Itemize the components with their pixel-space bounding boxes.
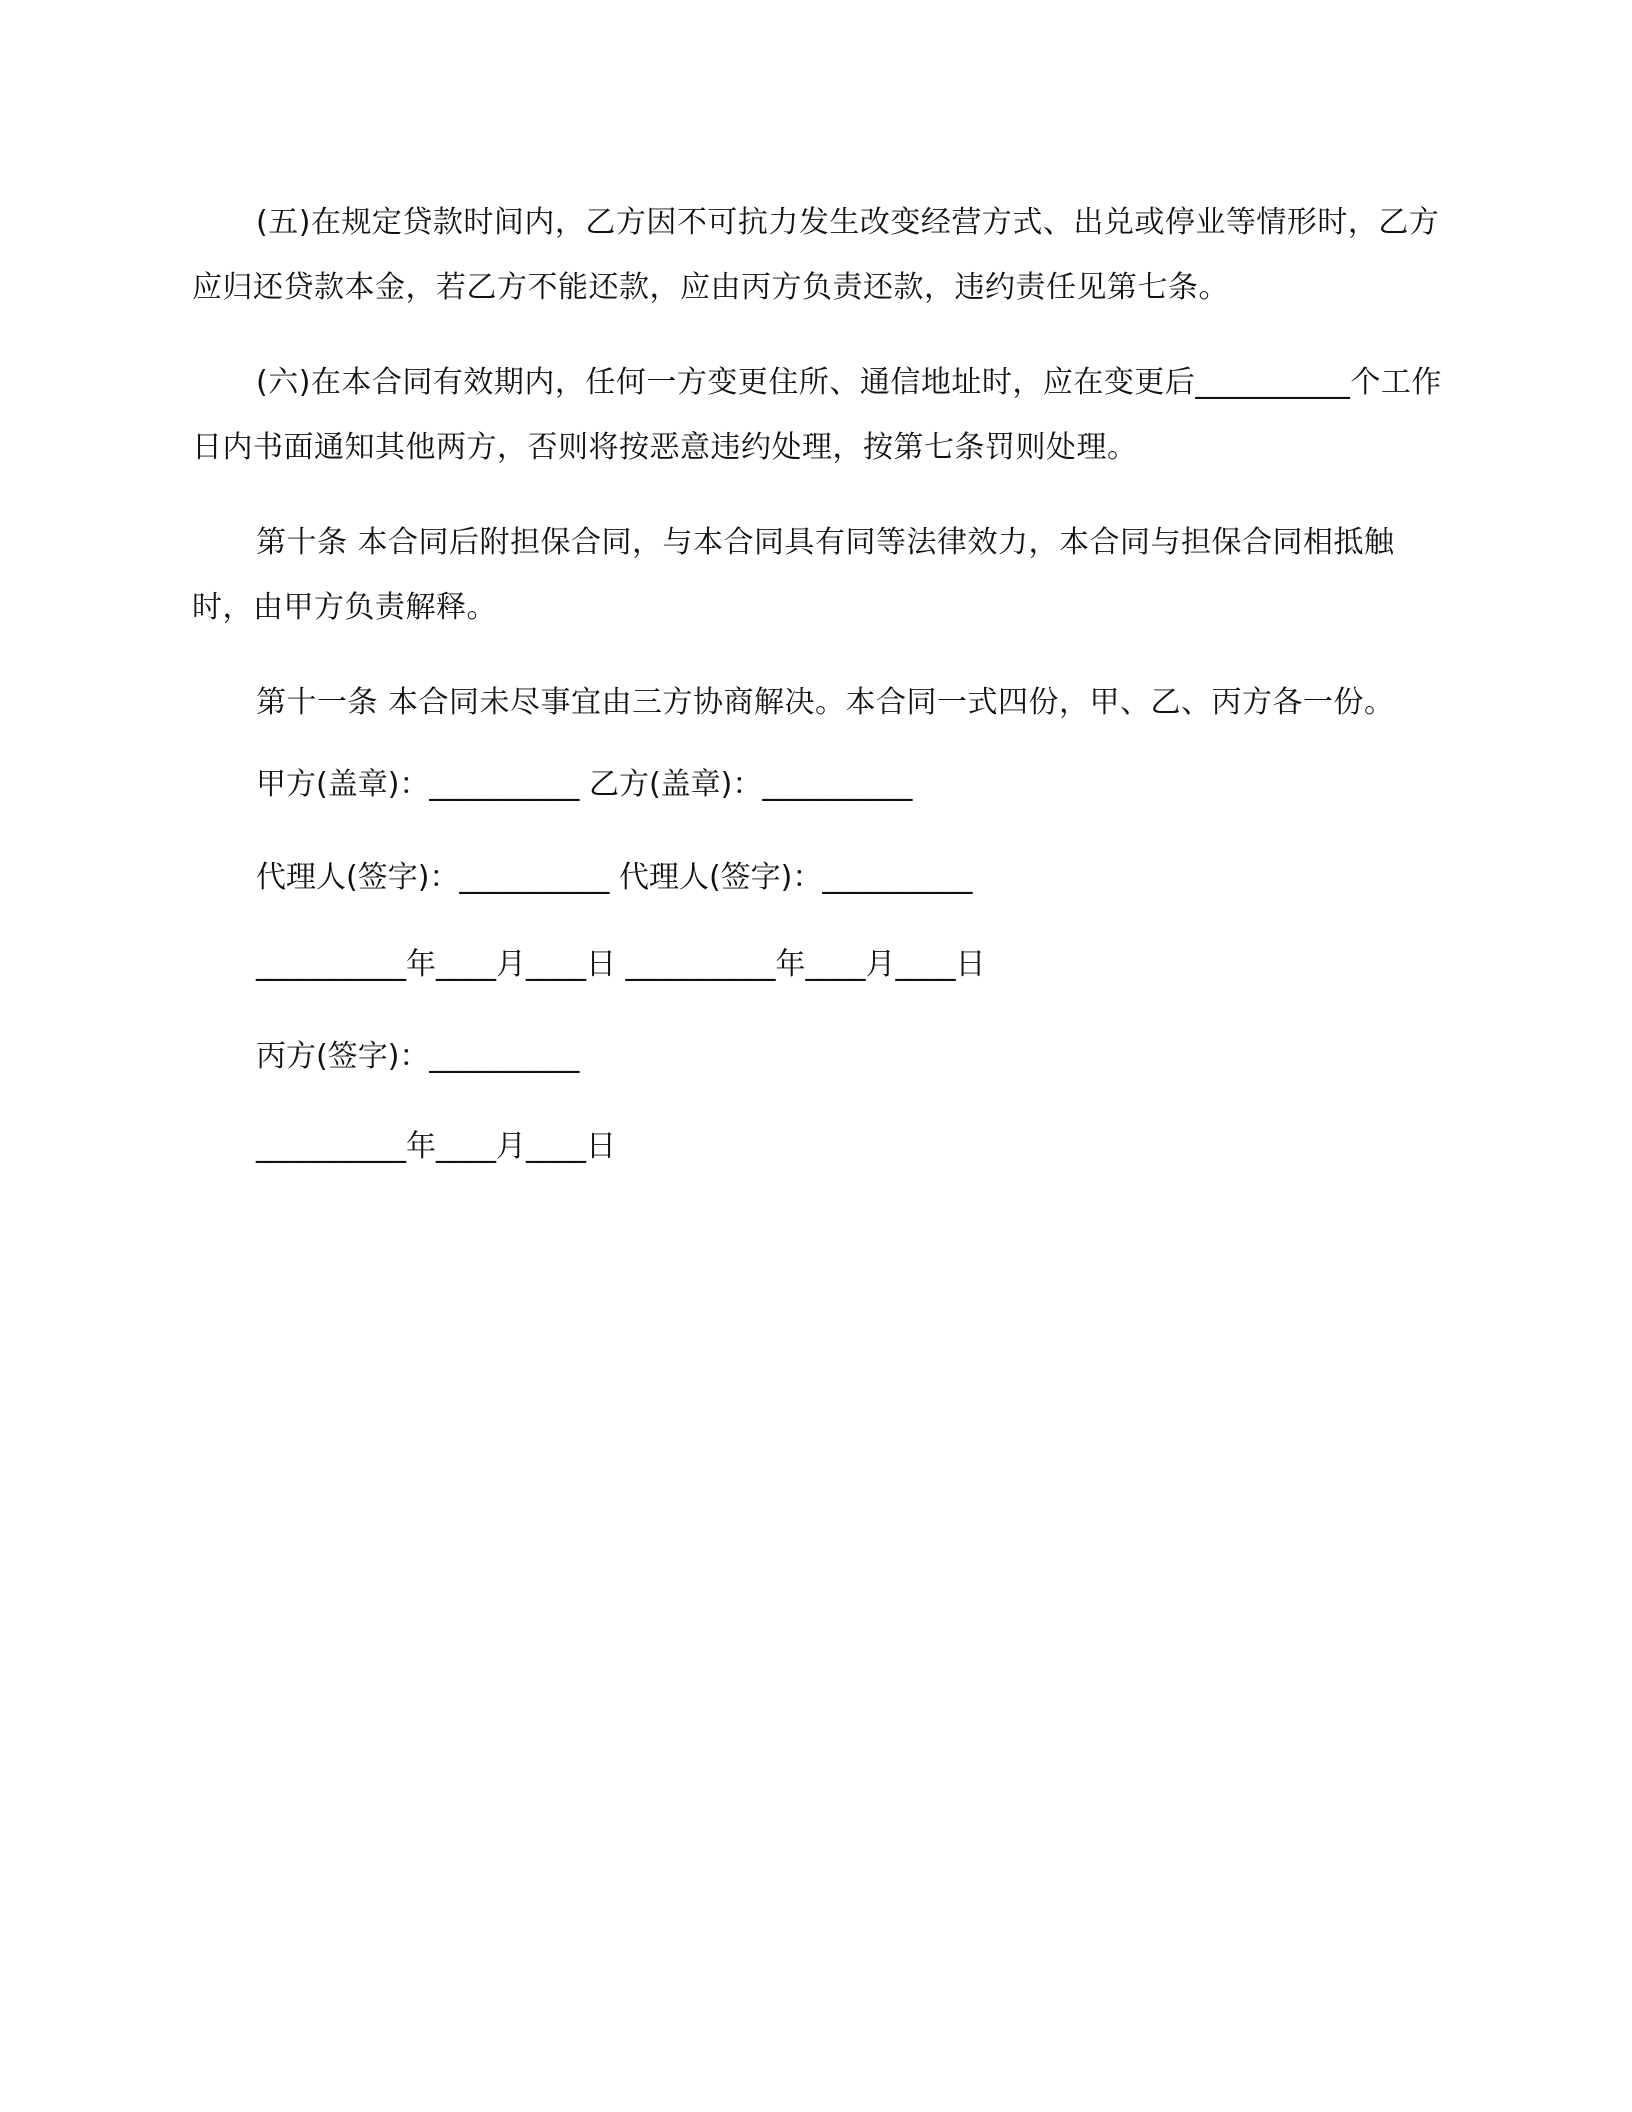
party-ab-seal-line: 甲方(盖章)：__________ 乙方(盖章)：__________ (256, 767, 913, 802)
date-line-ab: __________年____月____日 __________年____月____日 (256, 947, 986, 982)
clause-paragraph-6: (六)在本合同有效期内，任何一方变更住所、通信地址时，应在变更后__________个工作日内书面通知其他两方，否则将按恶意违约处理，按第七条罚则处理。 (192, 365, 1442, 465)
clause-paragraph-5: (五)在规定贷款时间内，乙方因不可抗力发生改变经营方式、出兑或停业等情形时，乙方应归还贷款本金，若乙方不能还款，应由丙方负责还款，违约责任见第七条。 (192, 205, 1440, 305)
party-c-signature-line: 丙方(签字)：__________ (256, 1039, 580, 1074)
article-11-paragraph: 第十一条 本合同未尽事宜由三方协商解决。本合同一式四份，甲、乙、丙方各一份。 (256, 685, 1395, 720)
agent-signature-line: 代理人(签字)：__________ 代理人(签字)：__________ (256, 860, 973, 895)
document-body (192, 190, 1442, 765)
article-10-paragraph: 第十条 本合同后附担保合同，与本合同具有同等法律效力，本合同与担保合同相抵触时，由甲方负责解释。 (192, 525, 1395, 625)
date-line-c: __________年____月____日 (256, 1129, 616, 1164)
